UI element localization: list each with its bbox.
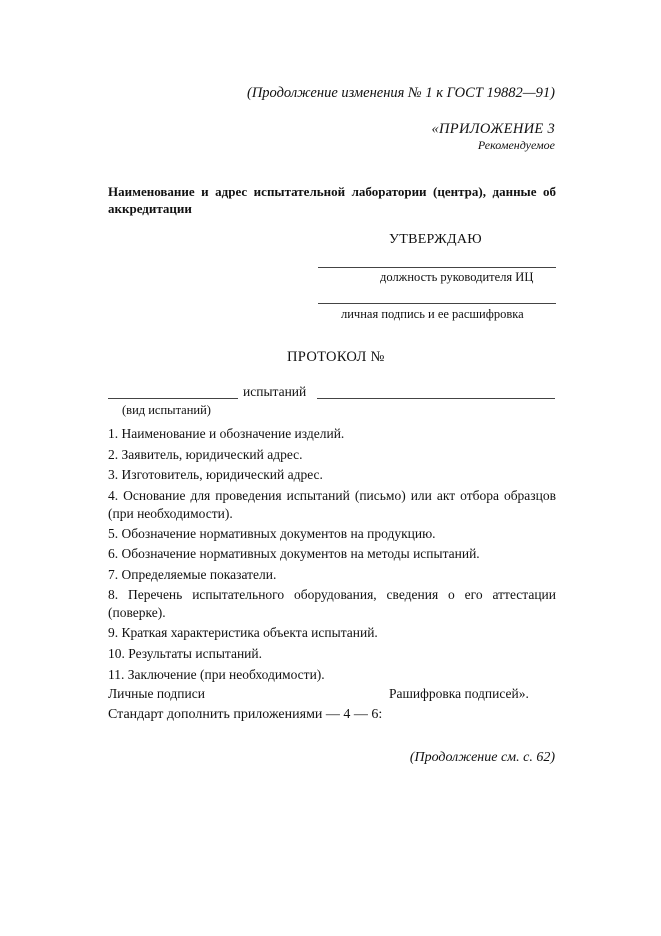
- list-item: 8. Перечень испытательного оборудования, сведения о его аттестации (поверке).: [108, 587, 556, 620]
- test-type-line: [108, 398, 238, 399]
- standard-note: Стандарт дополнить приложениями — 4 — 6:: [108, 707, 383, 722]
- list-item: 11. Заключение (при необходимости).: [108, 667, 325, 682]
- list-item: 4. Основание для проведения испытаний (письмо) или акт отбора образцов (при необходимости).: [108, 488, 556, 521]
- approval-title: УТВЕРЖДАЮ: [389, 232, 482, 247]
- appendix-status: Рекомендуемое: [477, 138, 555, 152]
- position-signature-line: [318, 267, 556, 268]
- position-label: должность руководителя ИЦ: [380, 270, 534, 284]
- list-item: 3. Изготовитель, юридический адрес.: [108, 467, 323, 482]
- test-type-label: (вид испытаний): [122, 403, 211, 417]
- lab-heading: Наименование и адрес испытательной лаборатории (центра), данные об аккредитации: [108, 184, 556, 216]
- protocol-title: ПРОТОКОЛ №: [287, 349, 385, 365]
- list-item: 10. Результаты испытаний.: [108, 646, 262, 661]
- tests-word: испытаний: [243, 384, 307, 399]
- list-item: 2. Заявитель, юридический адрес.: [108, 447, 303, 462]
- signature-decoding-label: Рашифровка подписей».: [389, 686, 529, 701]
- list-item: 5. Обозначение нормативных документов на продукцию.: [108, 526, 436, 541]
- personal-signatures-label: Личные подписи: [108, 686, 205, 701]
- appendix-title: «ПРИЛОЖЕНИЕ 3: [431, 121, 555, 137]
- list-item: 9. Краткая характеристика объекта испытаний.: [108, 625, 378, 640]
- continuation-header: (Продолжение изменения № 1 к ГОСТ 19882—91): [246, 85, 555, 101]
- signature-label: личная подпись и ее расшифровка: [341, 307, 524, 321]
- tests-line: [317, 398, 555, 399]
- list-item: 1. Наименование и обозначение изделий.: [108, 426, 345, 441]
- list-item: 7. Определяемые показатели.: [108, 567, 277, 582]
- personal-signature-line: [318, 303, 556, 304]
- list-item: 6. Обозначение нормативных документов на методы испытаний.: [108, 546, 480, 561]
- continuation-footer: (Продолжение см. с. 62): [409, 750, 555, 765]
